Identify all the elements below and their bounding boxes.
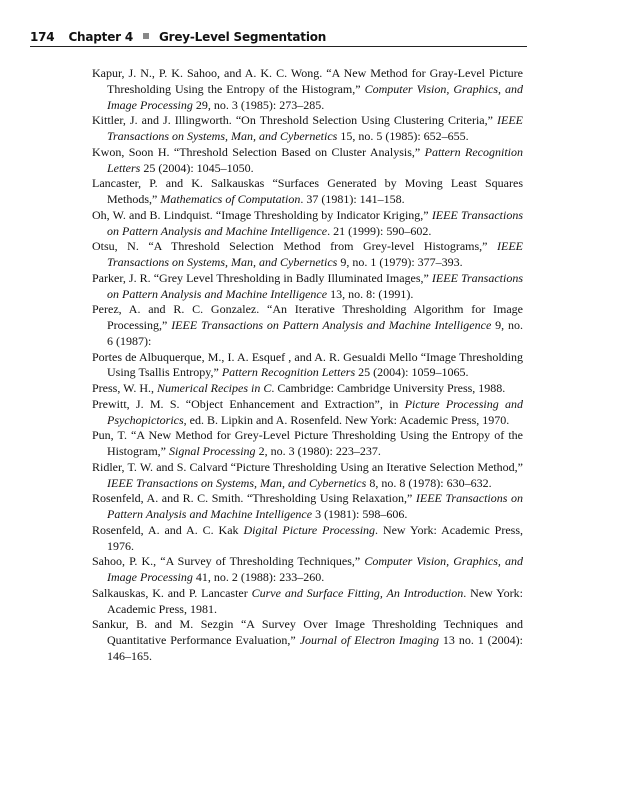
- reference-source: Digital Picture Processing: [243, 522, 376, 537]
- reference-text: . New York: Academic Press, 1976.: [107, 522, 523, 553]
- reference-text: Kapur, J. N., P. K. Sahoo, and A. K. C. Wong. “A New Method for Gray-Level Picture Thresholding Using the Entropy of the Histogram,”: [92, 66, 523, 96]
- reference-source: IEEE Transactions on Pattern Analysis and Machine Intelligence: [107, 207, 523, 238]
- reference-text: Pun, T. “A New Method for Grey-Level Picture Thresholding Using the Entropy of the Histogram,”: [92, 428, 523, 458]
- reference-text: 9, no. 1 (1979): 377–393.: [337, 255, 463, 269]
- chapter-label: Chapter 4: [68, 30, 133, 44]
- reference-text: 13 no. 1 (2004): 146–165.: [107, 633, 523, 663]
- reference-source: Pattern Recognition Letters: [107, 144, 523, 175]
- reference-text: . New York: Academic Press, 1981.: [107, 585, 524, 616]
- reference-entry: [92, 523, 523, 555]
- reference-text: Oh, W. and B. Lindquist. “Image Thresholding by Indicator Kriging,”: [92, 207, 432, 222]
- header-rule: [30, 46, 527, 47]
- reference-text: Ridler, T. W. and S. Calvard “Picture Thresholding Using an Iterative Selection Method,”: [92, 459, 523, 474]
- reference-entry: [92, 302, 523, 349]
- reference-text: Rosenfeld, A. and R. C. Smith. “Thresholding Using Relaxation,”: [92, 491, 416, 506]
- reference-source: Computer Vision, Graphics, and Image Processing: [107, 81, 523, 112]
- reference-text: 8, no. 8 (1978): 630–632.: [366, 475, 492, 490]
- reference-source: Picture Processing and Psychopictorics: [107, 396, 523, 427]
- reference-entry: [92, 554, 523, 586]
- reference-source: Numerical Recipes in C: [157, 381, 272, 395]
- reference-entry: [92, 208, 523, 240]
- reference-text: Prewitt, J. M. S. “Object Enhancement and Extraction”, in: [92, 396, 405, 411]
- reference-entry: [92, 397, 523, 429]
- reference-text: . Cambridge: Cambridge University Press, 1988.: [271, 381, 506, 395]
- reference-text: 13, no. 8: (1991).: [327, 286, 414, 301]
- reference-text: 29, no. 3 (1985): 273–285.: [192, 97, 325, 112]
- reference-entry: [92, 586, 523, 618]
- running-header: [30, 28, 527, 46]
- reference-text: Sankur, B. and M. Sezgin “A Survey Over Image Thresholding Techniques and Quantitative Performance Evaluation,”: [92, 617, 523, 647]
- reference-text: . 37 (1981): 141–158.: [300, 192, 405, 206]
- reference-entry: [92, 428, 523, 460]
- reference-list: [92, 66, 523, 665]
- reference-source: IEEE Transactions on Systems, Man, and Cybernetics: [107, 113, 523, 143]
- reference-text: 25 (2004): 1059–1065.: [355, 365, 469, 380]
- reference-entry: [92, 350, 523, 382]
- reference-source: IEEE Transactions on Systems, Man, and Cybernetics: [107, 475, 367, 490]
- reference-entry: [92, 460, 523, 492]
- reference-text: Kwon, Soon H. “Threshold Selection Based on Cluster Analysis,”: [92, 144, 425, 159]
- reference-entry: [92, 113, 523, 145]
- reference-source: IEEE Transactions on Pattern Analysis and Machine Intelligence: [107, 491, 523, 521]
- page-number: 174: [30, 30, 55, 44]
- reference-text: 25 (2004): 1045–1050.: [140, 160, 254, 175]
- reference-text: . 21 (1999): 590–602.: [327, 223, 432, 238]
- reference-source: Pattern Recognition Letters: [221, 365, 356, 380]
- reference-entry: [92, 271, 523, 303]
- header-separator: [143, 33, 149, 39]
- reference-source: Curve and Surface Fitting, An Introduction: [251, 585, 464, 600]
- reference-text: Sahoo, P. K., “A Survey of Thresholding Techniques,”: [92, 554, 365, 569]
- reference-source: Signal Processing: [169, 444, 256, 458]
- reference-entry: [92, 66, 523, 113]
- reference-text: Portes de Albuquerque, M., I. A. Esquef , and A. R. Gesualdi Mello “Image Thresholding Using Tsallis Entropy,”: [92, 349, 523, 380]
- reference-text: 41, no. 2 (1988): 233–260.: [192, 570, 325, 584]
- reference-source: Mathematics of Computation: [160, 192, 301, 206]
- reference-entry: [92, 381, 523, 397]
- reference-source: IEEE Transactions on Systems, Man, and Cybernetics: [107, 239, 523, 269]
- reference-text: Lancaster, P. and K. Salkauskas “Surfaces Generated by Moving Least Squares Methods,”: [92, 176, 523, 206]
- reference-text: Kittler, J. and J. Illingworth. “On Threshold Selection Using Clustering Criteria,”: [92, 113, 497, 128]
- reference-source: Journal of Electron Imaging: [299, 633, 439, 647]
- reference-text: Rosenfeld, A. and A. C. Kak: [92, 522, 244, 537]
- reference-source: Computer Vision, Graphics, and Image Processing: [107, 554, 523, 584]
- reference-entry: [92, 145, 523, 177]
- reference-text: 3 (1981): 598–606.: [312, 507, 408, 521]
- reference-text: 15, no. 5 (1985): 652–655.: [337, 129, 469, 143]
- reference-text: 9, no. 6 (1987):: [107, 318, 524, 348]
- reference-text: Perez, A. and R. C. Gonzalez. “An Iterative Thresholding Algorithm for Image Processing,”: [92, 302, 523, 332]
- reference-entry: [92, 491, 523, 523]
- reference-entry: [92, 176, 523, 208]
- reference-source: IEEE Transactions on Pattern Analysis and Machine Intelligence: [171, 318, 492, 332]
- reference-text: Press, W. H.,: [92, 381, 158, 395]
- chapter-title: Grey-Level Segmentation: [158, 30, 327, 44]
- reference-entry: [92, 617, 523, 664]
- reference-source: IEEE Transactions on Pattern Analysis and Machine Intelligence: [107, 270, 523, 301]
- reference-text: Salkauskas, K. and P. Lancaster: [92, 585, 252, 600]
- reference-text: Otsu, N. “A Threshold Selection Method from Grey-level Histograms,”: [92, 239, 497, 254]
- reference-text: , ed. B. Lipkin and A. Rosenfeld. New York: Academic Press, 1970.: [183, 412, 510, 427]
- reference-text: Parker, J. R. “Grey Level Thresholding in Badly Illuminated Images,”: [92, 270, 432, 285]
- reference-entry: [92, 239, 523, 271]
- reference-text: 2, no. 3 (1980): 223–237.: [255, 444, 381, 458]
